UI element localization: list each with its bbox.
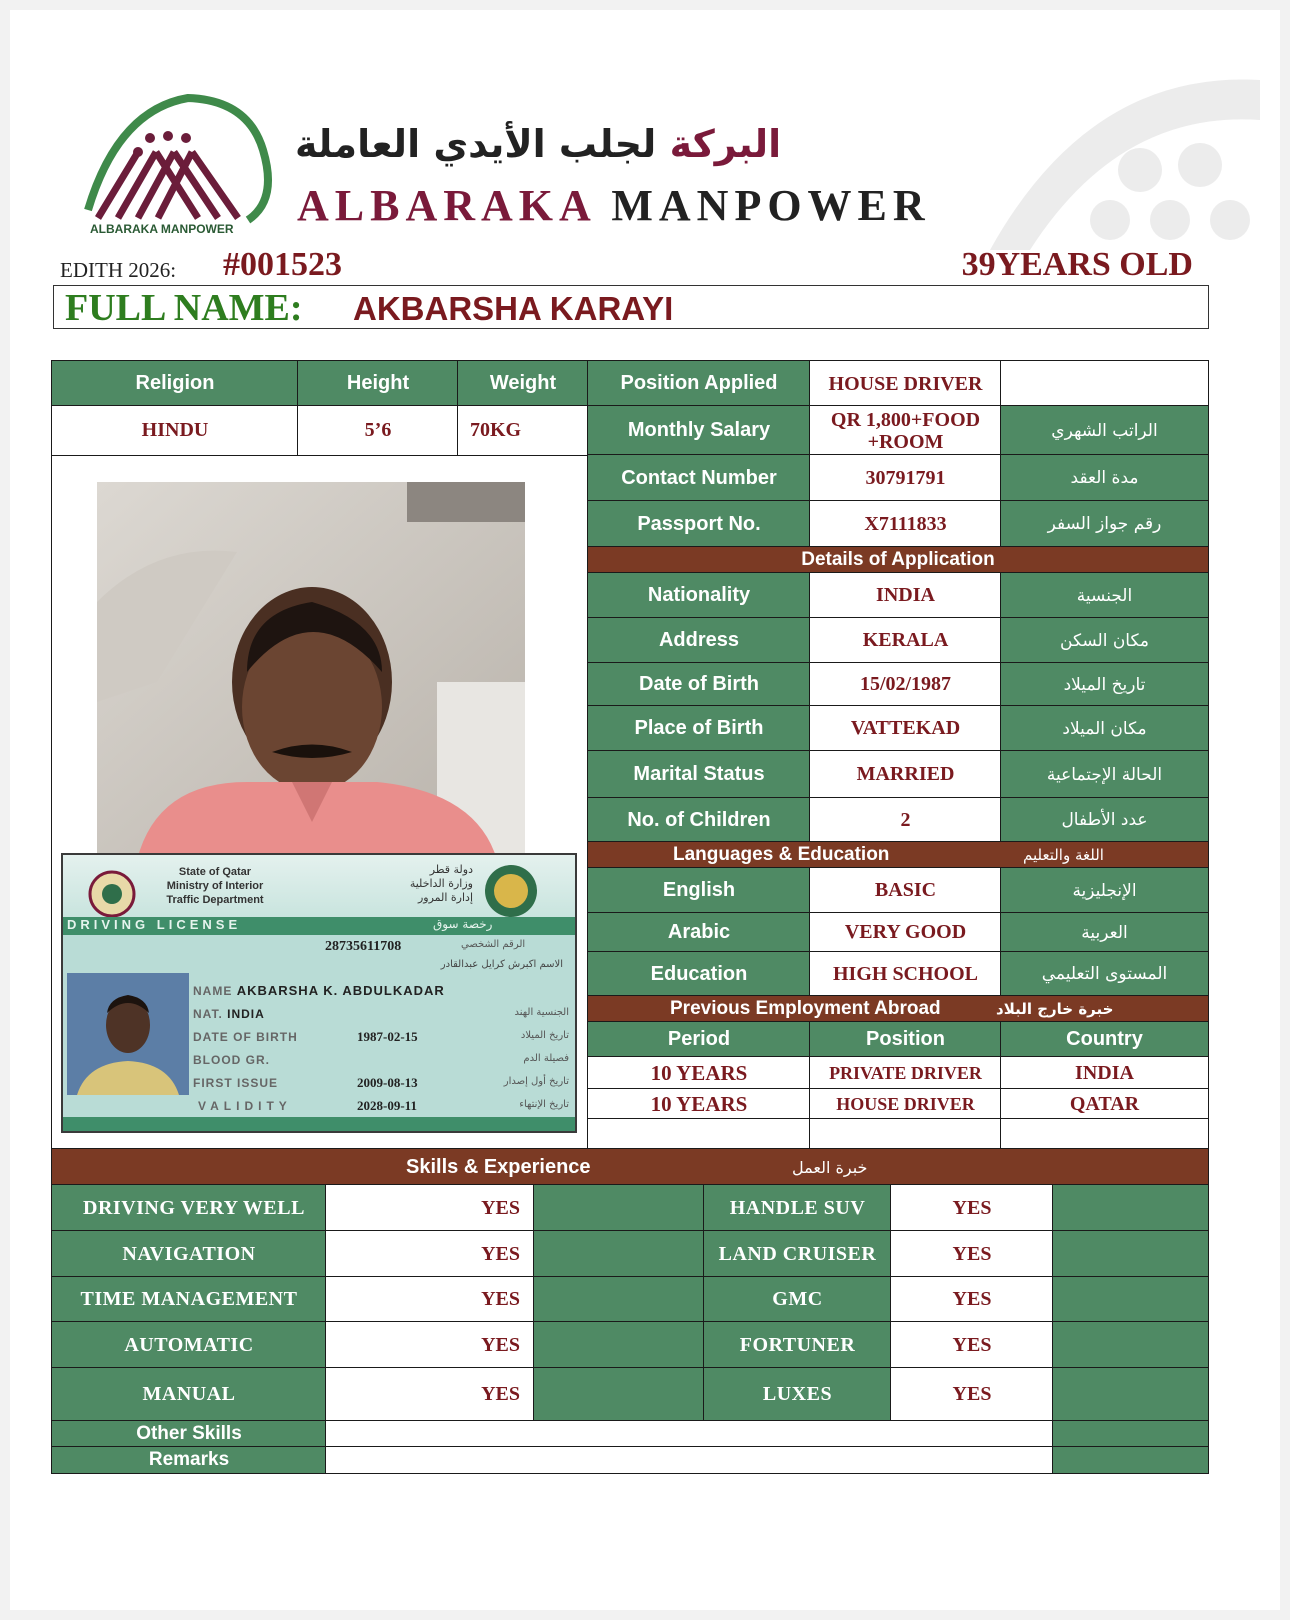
employment-empty-cell bbox=[809, 1118, 1002, 1150]
cv-page bbox=[10, 10, 1280, 1610]
skill-value: YES bbox=[325, 1367, 535, 1422]
languages-title-bar bbox=[587, 841, 1209, 869]
other-skills-extra bbox=[1052, 1420, 1209, 1448]
edition-label: EDITH 2026: bbox=[60, 258, 177, 282]
skill-value: YES bbox=[890, 1367, 1054, 1422]
detail-label-ar: عدد الأطفال bbox=[1000, 797, 1209, 843]
skill-empty-cell bbox=[533, 1276, 705, 1323]
skill-empty-cell bbox=[1052, 1367, 1209, 1422]
language-label: English bbox=[587, 867, 811, 914]
skill-value: YES bbox=[890, 1321, 1054, 1369]
detail-value: MARRIED bbox=[809, 750, 1002, 799]
license-nat: INDIA bbox=[227, 1007, 265, 1021]
field-value: 30791791 bbox=[809, 454, 1002, 502]
skill-label: AUTOMATIC bbox=[51, 1321, 327, 1369]
language-label: Education bbox=[587, 951, 811, 997]
detail-label-ar: تاريخ الميلاد bbox=[1000, 662, 1209, 707]
detail-label-ar: مكان الميلاد bbox=[1000, 705, 1209, 752]
employment-country: INDIA bbox=[1000, 1056, 1209, 1090]
skill-label: NAVIGATION bbox=[51, 1230, 327, 1278]
skill-empty-cell bbox=[1052, 1230, 1209, 1278]
license-first-ar: تاريخ أول إصدار bbox=[503, 1076, 569, 1087]
weight-header: Weight bbox=[457, 360, 589, 407]
field-label-ar: رقم جواز السفر bbox=[1000, 500, 1209, 548]
language-label-ar: المستوى التعليمي bbox=[1000, 951, 1209, 997]
license-blood-ar: فصيلة الدم bbox=[523, 1053, 569, 1064]
field-label: Contact Number bbox=[587, 454, 811, 502]
license-dob-label: DATE OF BIRTH bbox=[193, 1030, 298, 1044]
skill-empty-cell bbox=[533, 1367, 705, 1422]
employment-empty-cell bbox=[1000, 1118, 1209, 1150]
company-logo bbox=[78, 90, 278, 230]
remarks-extra bbox=[1052, 1446, 1209, 1474]
skill-label: GMC bbox=[703, 1276, 892, 1323]
languages-title-ar: اللغة والتعليم bbox=[1023, 846, 1104, 864]
skills-title-ar: خبرة العمل bbox=[792, 1157, 868, 1177]
full-name-label: FULL NAME: bbox=[65, 287, 303, 329]
company-name: ALBARAKA MANPOWER bbox=[297, 181, 931, 230]
skill-label: FORTUNER bbox=[703, 1321, 892, 1369]
detail-value: KERALA bbox=[809, 617, 1002, 664]
license-nat-ar: الجنسية الهند bbox=[514, 1007, 569, 1018]
language-label-ar: العربية bbox=[1000, 912, 1209, 953]
field-label-ar bbox=[1000, 360, 1209, 407]
employment-period: 10 YEARS bbox=[587, 1088, 811, 1120]
company-arabic-name: البركة لجلب الأيدي العاملة bbox=[295, 122, 782, 166]
field-label: Passport No. bbox=[587, 500, 811, 548]
skill-value: YES bbox=[325, 1230, 535, 1278]
license-ministry: Ministry of Interior bbox=[166, 880, 264, 892]
field-value: QR 1,800+FOOD +ROOM bbox=[809, 405, 1002, 456]
skill-empty-cell bbox=[1052, 1184, 1209, 1232]
skill-empty-cell bbox=[1052, 1321, 1209, 1369]
remarks-value bbox=[325, 1446, 1054, 1474]
employment-position: HOUSE DRIVER bbox=[809, 1088, 1002, 1120]
field-value: HOUSE DRIVER bbox=[809, 360, 1002, 407]
position-header: Position bbox=[809, 1021, 1002, 1058]
period-header: Period bbox=[587, 1021, 811, 1058]
skill-label: MANUAL bbox=[51, 1367, 327, 1422]
skill-empty-cell bbox=[1052, 1276, 1209, 1323]
license-ministry-ar: وزارة الداخلية bbox=[409, 877, 473, 890]
detail-value: 2 bbox=[809, 797, 1002, 843]
language-value: HIGH SCHOOL bbox=[809, 951, 1002, 997]
field-label-ar: الراتب الشهري bbox=[1000, 405, 1209, 456]
detail-label: Marital Status bbox=[587, 750, 811, 799]
license-title-ar: رخصة سوق bbox=[433, 917, 493, 931]
language-label-ar: الإنجليزية bbox=[1000, 867, 1209, 914]
skill-empty-cell bbox=[533, 1184, 705, 1232]
detail-label-ar: مكان السكن bbox=[1000, 617, 1209, 664]
height-value: 5’6 bbox=[297, 405, 459, 456]
license-number: 28735611708 bbox=[325, 939, 402, 954]
license-title: DRIVING LICENSE bbox=[67, 917, 242, 932]
driving-license-image bbox=[61, 853, 577, 1133]
employment-country: QATAR bbox=[1000, 1088, 1209, 1120]
skill-value: YES bbox=[890, 1184, 1054, 1232]
skill-value: YES bbox=[890, 1276, 1054, 1323]
age-label: 39YEARS OLD bbox=[961, 246, 1193, 283]
license-validity-ar: تاريخ الإنتهاء bbox=[519, 1099, 569, 1110]
language-value: BASIC bbox=[809, 867, 1002, 914]
skill-label: LUXES bbox=[703, 1367, 892, 1422]
language-label: Arabic bbox=[587, 912, 811, 953]
detail-label: Date of Birth bbox=[587, 662, 811, 707]
skill-label: LAND CRUISER bbox=[703, 1230, 892, 1278]
religion-header: Religion bbox=[51, 360, 299, 407]
field-label: Position Applied bbox=[587, 360, 811, 407]
skill-value: YES bbox=[325, 1321, 535, 1369]
candidate-photo bbox=[97, 482, 525, 860]
employment-period: 10 YEARS bbox=[587, 1056, 811, 1090]
license-validity-label: VALIDITY bbox=[198, 1099, 292, 1113]
license-first: 2009-08-13 bbox=[357, 1075, 418, 1090]
detail-value: VATTEKAD bbox=[809, 705, 1002, 752]
employment-position: PRIVATE DRIVER bbox=[809, 1056, 1002, 1090]
license-state-ar: دولة قطر bbox=[429, 863, 473, 876]
license-id-ar: الرقم الشخصي bbox=[461, 939, 526, 950]
license-state: State of Qatar bbox=[178, 866, 252, 878]
logo-caption: ALBARAKA MANPOWER bbox=[90, 222, 234, 236]
license-dob-ar: تاريخ الميلاد bbox=[520, 1030, 569, 1041]
gcc-emblem-icon bbox=[481, 863, 541, 919]
skill-empty-cell bbox=[533, 1321, 705, 1369]
license-dept: Traffic Department bbox=[166, 894, 264, 906]
field-value: X7111833 bbox=[809, 500, 1002, 548]
reference-number: #001523 bbox=[223, 246, 342, 283]
license-blood-label: BLOOD GR. bbox=[193, 1053, 270, 1067]
employment-title-bar bbox=[587, 995, 1209, 1023]
skills-title-bar bbox=[51, 1148, 1209, 1186]
detail-label: Address bbox=[587, 617, 811, 664]
skill-value: YES bbox=[325, 1184, 535, 1232]
field-label: Monthly Salary bbox=[587, 405, 811, 456]
language-value: VERY GOOD bbox=[809, 912, 1002, 953]
other-skills-label: Other Skills bbox=[51, 1420, 327, 1448]
employment-title: Previous Employment Abroad bbox=[670, 998, 941, 1019]
skill-value: YES bbox=[325, 1276, 535, 1323]
detail-value: 15/02/1987 bbox=[809, 662, 1002, 707]
field-label-ar: مدة العقد bbox=[1000, 454, 1209, 502]
skills-title: Skills & Experience bbox=[406, 1155, 591, 1178]
detail-label: Place of Birth bbox=[587, 705, 811, 752]
skill-label: DRIVING VERY WELL bbox=[51, 1184, 327, 1232]
detail-label: No. of Children bbox=[587, 797, 811, 843]
qatar-emblem-icon bbox=[87, 869, 137, 919]
license-dept-ar: إدارة المرور bbox=[417, 891, 473, 904]
license-name-ar: الاسم اكبرش كرايل عبدالقادر bbox=[440, 959, 563, 970]
skill-value: YES bbox=[890, 1230, 1054, 1278]
languages-title: Languages & Education bbox=[673, 844, 890, 865]
detail-label-ar: الجنسية bbox=[1000, 572, 1209, 619]
license-nat-label: NAT. bbox=[193, 1007, 223, 1021]
license-validity: 2028-09-11 bbox=[357, 1098, 417, 1113]
full-name-value: AKBARSHA KARAYI bbox=[353, 290, 674, 327]
skill-label: HANDLE SUV bbox=[703, 1184, 892, 1232]
skill-label: TIME MANAGEMENT bbox=[51, 1276, 327, 1323]
height-header: Height bbox=[297, 360, 459, 407]
other-skills-value bbox=[325, 1420, 1054, 1448]
weight-value: 70KG bbox=[457, 405, 589, 456]
religion-value: HINDU bbox=[51, 405, 299, 456]
license-first-label: FIRST ISSUE bbox=[193, 1076, 279, 1090]
remarks-label: Remarks bbox=[51, 1446, 327, 1474]
license-holder-name: AKBARSHA K. ABDULKADAR bbox=[236, 983, 445, 998]
employment-empty-cell bbox=[587, 1118, 811, 1150]
watermark-logo bbox=[970, 50, 1270, 270]
license-name-label: NAME bbox=[193, 984, 233, 998]
license-dob: 1987-02-15 bbox=[357, 1029, 418, 1044]
details-title: Details of Application bbox=[587, 546, 1209, 574]
detail-label: Nationality bbox=[587, 572, 811, 619]
license-photo bbox=[67, 973, 189, 1095]
detail-value: INDIA bbox=[809, 572, 1002, 619]
skill-empty-cell bbox=[533, 1230, 705, 1278]
employment-title-ar: خبرة خارج البلاد bbox=[996, 1000, 1114, 1018]
detail-label-ar: الحالة الإجتماعية bbox=[1000, 750, 1209, 799]
country-header: Country bbox=[1000, 1021, 1209, 1058]
